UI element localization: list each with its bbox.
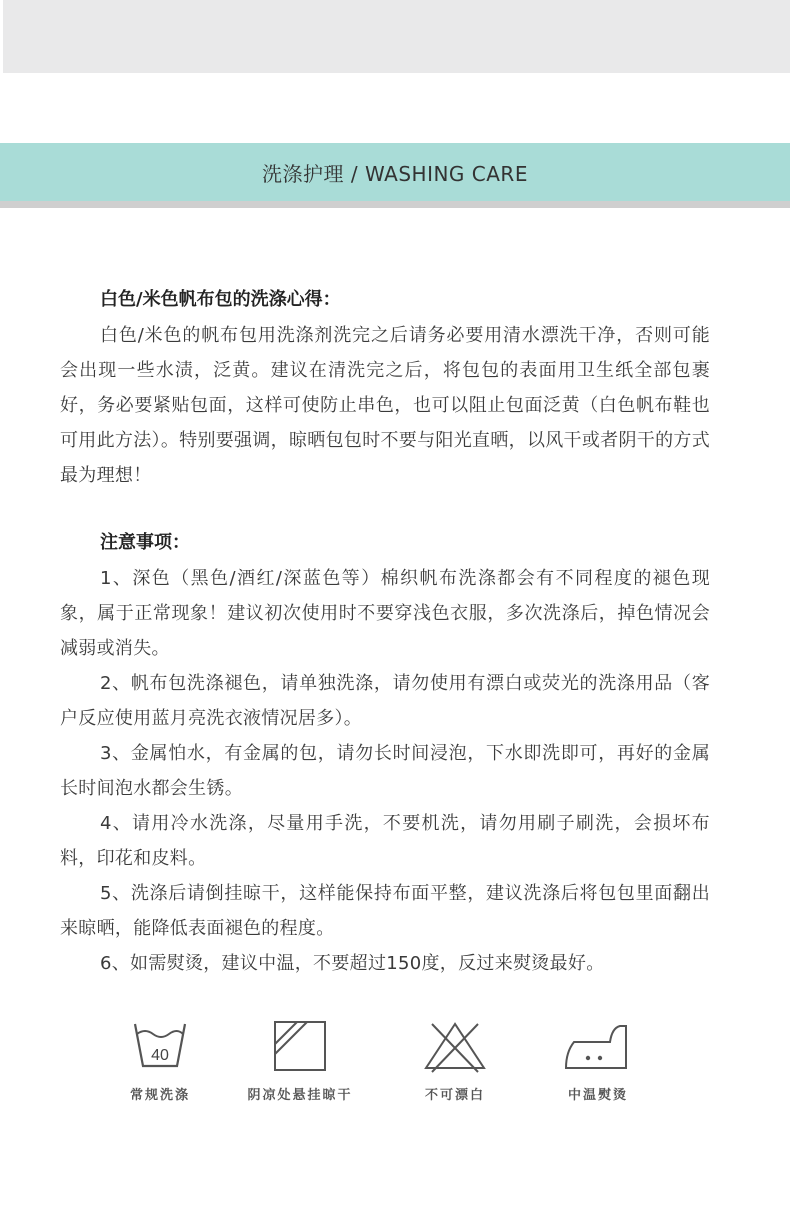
no-bleach-icon — [420, 1018, 490, 1074]
care-icon-dry — [230, 1018, 370, 1103]
care-icon-iron — [528, 1018, 668, 1103]
note-item: 4、请用冷水洗涤，尽量用手洗，不要机洗，请勿用刷子刷洗，会损坏布料，印花和皮料。 — [60, 813, 710, 869]
care-content — [60, 282, 710, 981]
shade-dry-icon — [265, 1018, 335, 1074]
dry-label: 阴凉处悬挂晾干 — [247, 1088, 353, 1103]
note-item: 6、如需熨烫，建议中温，不要超过150度，反过来熨烫最好。 — [100, 953, 605, 974]
wash-40-icon — [125, 1018, 195, 1074]
care-icons-row — [100, 1018, 700, 1118]
banner-title: 洗涤护理 / WASHING CARE — [262, 161, 528, 186]
wash-temp-number: 40 — [151, 1047, 169, 1064]
section-heading-white-canvas: 白色/米色帆布包的洗涤心得： — [100, 289, 341, 310]
iron-medium-icon — [560, 1018, 636, 1074]
iron-label: 中温熨烫 — [567, 1088, 628, 1103]
section-banner — [0, 143, 790, 201]
care-icon-wash — [90, 1018, 230, 1103]
note-item: 1、深色（黑色/酒红/深蓝色等）棉织帆布洗涤都会有不同程度的褪色现象，属于正常现象！建议初次使用时不要穿浅色衣服，多次洗涤后，掉色情况会减弱或消失。 — [60, 568, 710, 659]
note-item: 2、帆布包洗涤褪色，请单独洗涤，请勿使用有漂白或荧光的洗涤用品（客户反应使用蓝月亮洗衣液情况居多）。 — [60, 673, 710, 729]
care-icon-bleach — [385, 1018, 525, 1103]
note-item: 3、金属怕水，有金属的包，请勿长时间浸泡，下水即洗即可，再好的金属长时间泡水都会生锈。 — [60, 743, 710, 799]
wash-label: 常规洗涤 — [129, 1088, 190, 1103]
bleach-label: 不可漂白 — [424, 1088, 485, 1103]
banner-divider — [0, 201, 790, 208]
top-gray-band — [3, 0, 790, 73]
note-item: 5、洗涤后请倒挂晾干，这样能保持布面平整，建议洗涤后将包包里面翻出来晾晒，能降低表面褪色的程度。 — [60, 883, 710, 939]
white-canvas-paragraph: 白色/米色的帆布包用洗涤剂洗完之后请务必要用清水漂洗干净，否则可能会出现一些水渍，泛黄。建议在清洗完之后，将包包的表面用卫生纸全部包裹好，务必要紧贴包面，这样可使防止串色，也可以阻止包面泛黄（白色帆布鞋也可用此方法）。特别要强调，晾晒包包时不要与阳光直晒，以风干或者阴干的方式最为理想！ — [60, 325, 710, 486]
section-heading-notes: 注意事项： — [100, 532, 190, 553]
